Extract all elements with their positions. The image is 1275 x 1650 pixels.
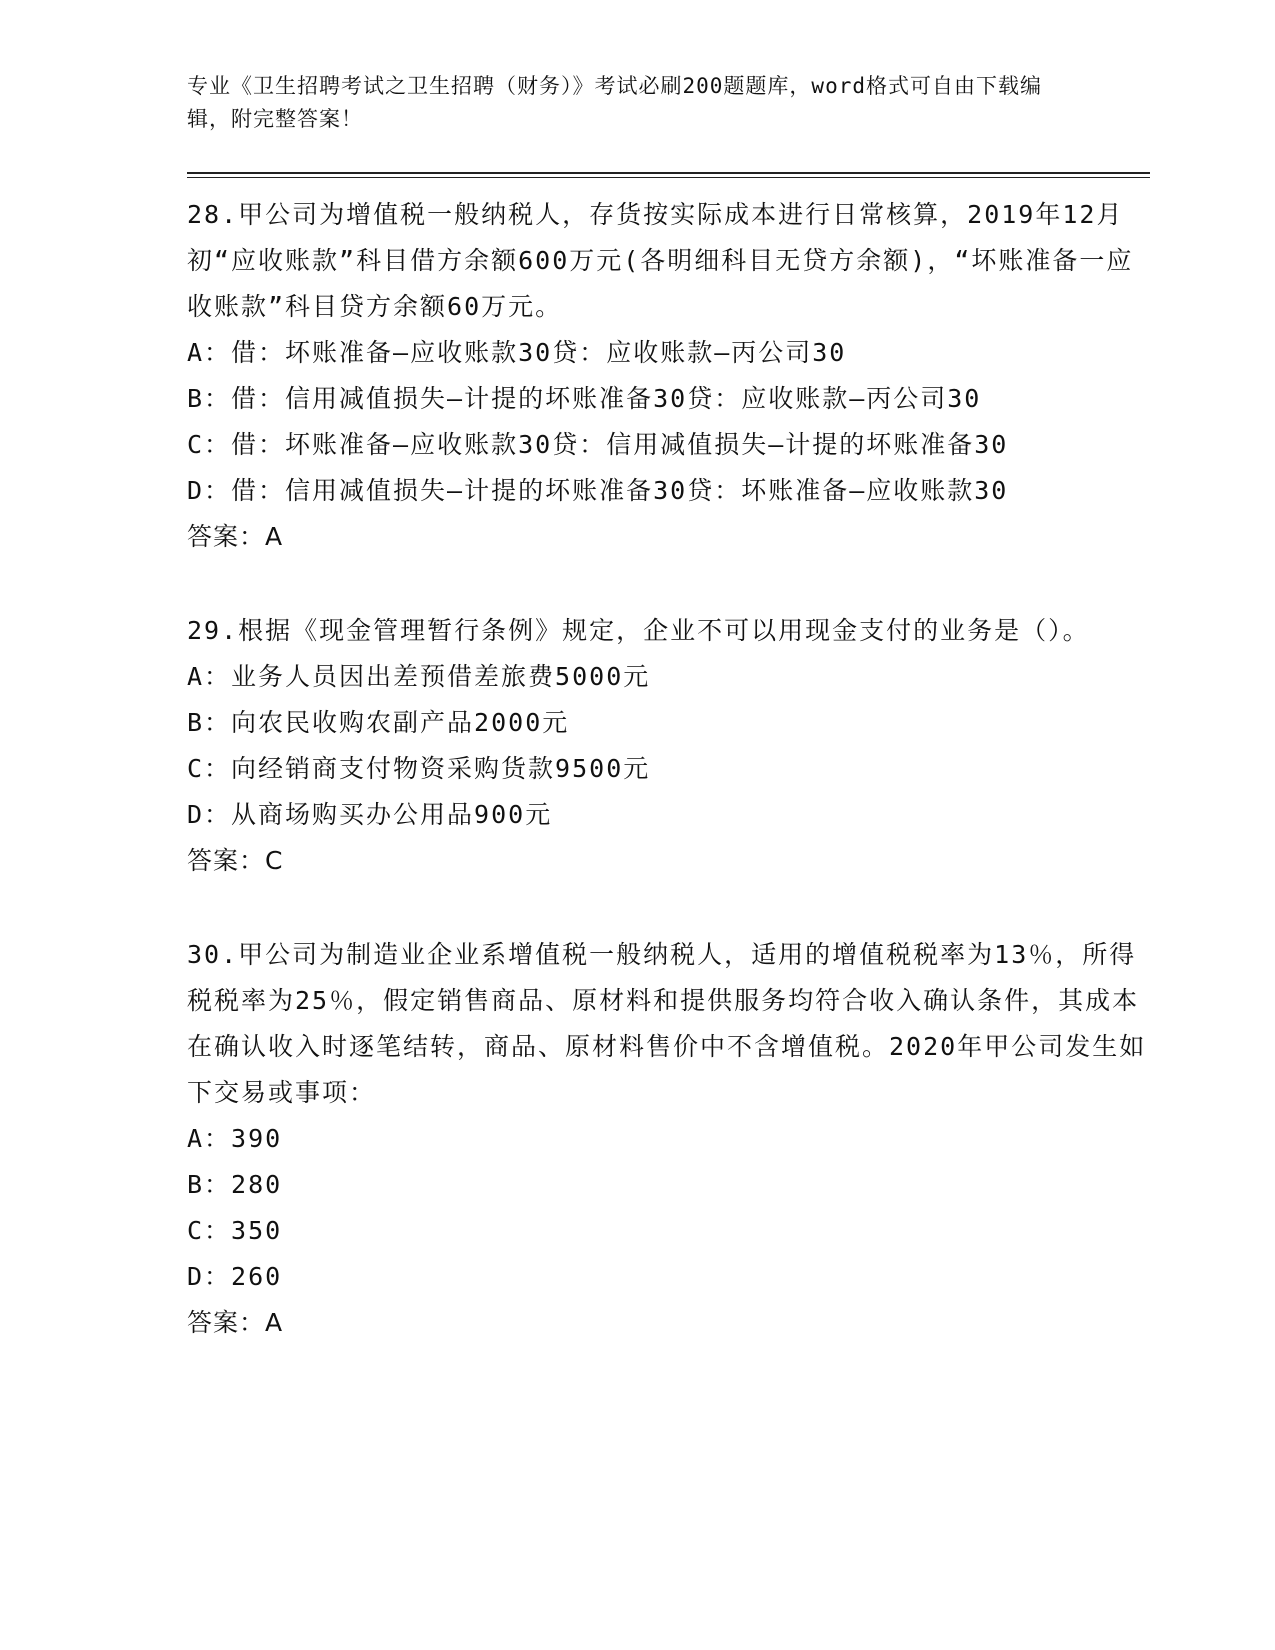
- option-a: A：390: [187, 1124, 283, 1153]
- question-30: [187, 932, 1150, 1346]
- option-d: D：借：信用减值损失—计提的坏账准备30贷：坏账准备—应收账款30: [187, 476, 1009, 505]
- document-page: [187, 70, 1150, 1346]
- question-28: [187, 192, 1150, 560]
- option-a: A：借：坏账准备—应收账款30贷：应收账款—丙公司30: [187, 338, 847, 367]
- header-divider: [187, 172, 1150, 178]
- answer: 答案：A: [187, 1308, 284, 1337]
- option-c: C：借：坏账准备—应收账款30贷：信用减值损失—计提的坏账准备30: [187, 430, 1009, 459]
- question-stem: 30.甲公司为制造业企业系增值税一般纳税人，适用的增值税税率为13％，所得税税率为25％，假定销售商品、原材料和提供服务均符合收入确认条件，其成本在确认收入时逐笔结转，商品、原材料售价中不含增值税。2020年甲公司发生如下交易或事项：: [187, 940, 1147, 1107]
- answer: 答案：A: [187, 522, 284, 551]
- option-a: A：业务人员因出差预借差旅费5000元: [187, 662, 651, 691]
- question-stem: 29.根据《现金管理暂行条例》规定，企业不可以用现金支付的业务是（）。: [187, 616, 1090, 645]
- option-c: C：350: [187, 1216, 283, 1245]
- option-b: B：向农民收购农副产品2000元: [187, 708, 570, 737]
- question-29: [187, 608, 1150, 884]
- document-header: 专业《卫生招聘考试之卫生招聘（财务）》考试必刷200题题库，word格式可自由下载编辑，附完整答案！: [187, 74, 1042, 131]
- option-c: C：向经销商支付物资采购货款9500元: [187, 754, 651, 783]
- option-d: D：260: [187, 1262, 283, 1291]
- answer: 答案：C: [187, 846, 284, 875]
- question-spacer: [187, 884, 1150, 932]
- question-spacer: [187, 560, 1150, 608]
- question-stem: 28.甲公司为增值税一般纳税人，存货按实际成本进行日常核算，2019年12月初“应收账款”科目借方余额600万元(各明细科目无贷方余额)，“坏账准备一应收账款”科目贷方余额60万元。: [187, 200, 1134, 321]
- option-b: B：280: [187, 1170, 283, 1199]
- option-b: B：借：信用减值损失—计提的坏账准备30贷：应收账款—丙公司30: [187, 384, 982, 413]
- option-d: D：从商场购买办公用品900元: [187, 800, 553, 829]
